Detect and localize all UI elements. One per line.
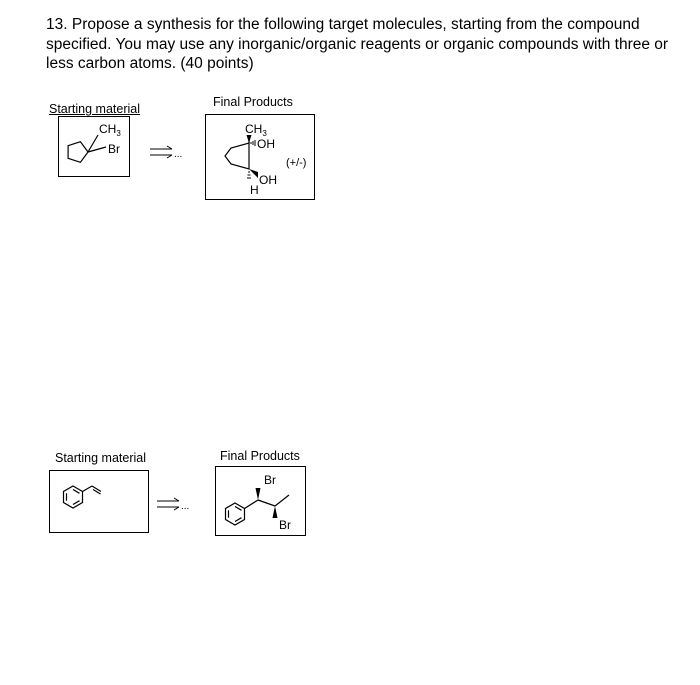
final-products-label-2: Final Products (220, 449, 300, 463)
hashed-bond-top (251, 140, 255, 146)
question-text: 13. Propose a synthesis for the following target molecules, starting from the compound specified. You may use any inorganic/organic reagents or organic compounds with three or less carbon atoms. (40 points) (46, 16, 669, 72)
starting-material-label-1: Starting material (49, 102, 141, 116)
cyclopentane-ring (225, 143, 249, 169)
arrow-dots: ... (181, 501, 190, 512)
arrow-dots: ... (174, 149, 183, 160)
wedge-bond (247, 135, 252, 143)
hydroxyl-bottom-label: OH (259, 173, 277, 187)
reaction-arrow-1 (148, 146, 184, 160)
methyl-label: $CH_3$ (245, 122, 267, 138)
starting-material-structure-2 (49, 470, 149, 533)
chain-bond-1 (245, 500, 259, 509)
chain-bond-3 (275, 495, 289, 506)
bromine-top-label: Br (264, 473, 276, 487)
starting-material-structure-1 (58, 116, 130, 177)
cyclopentane-ring (68, 142, 88, 163)
starting-material-label-2: Starting material (55, 451, 147, 465)
hydrogen-label: H (250, 183, 259, 197)
hydroxyl-top-label: OH (257, 137, 275, 151)
final-products-label-1: Final Products (213, 95, 293, 109)
methyl-label: $CH_3$ (99, 122, 121, 138)
bromine-label: Br (108, 142, 120, 156)
reaction-arrow-2 (155, 498, 191, 512)
racemic-label: (+/-) (286, 157, 307, 169)
wedge-bond-top (256, 488, 261, 500)
bromine-bottom-label: Br (279, 518, 291, 532)
final-products-structure-1 (205, 114, 315, 200)
final-products-structure-2 (215, 466, 306, 536)
chain-bond-2 (258, 500, 275, 506)
vinyl-bond (83, 486, 93, 492)
hashed-bond-h (247, 172, 251, 178)
wedge-bond-bottom (249, 169, 258, 178)
wedge-bond-bottom (273, 506, 278, 518)
